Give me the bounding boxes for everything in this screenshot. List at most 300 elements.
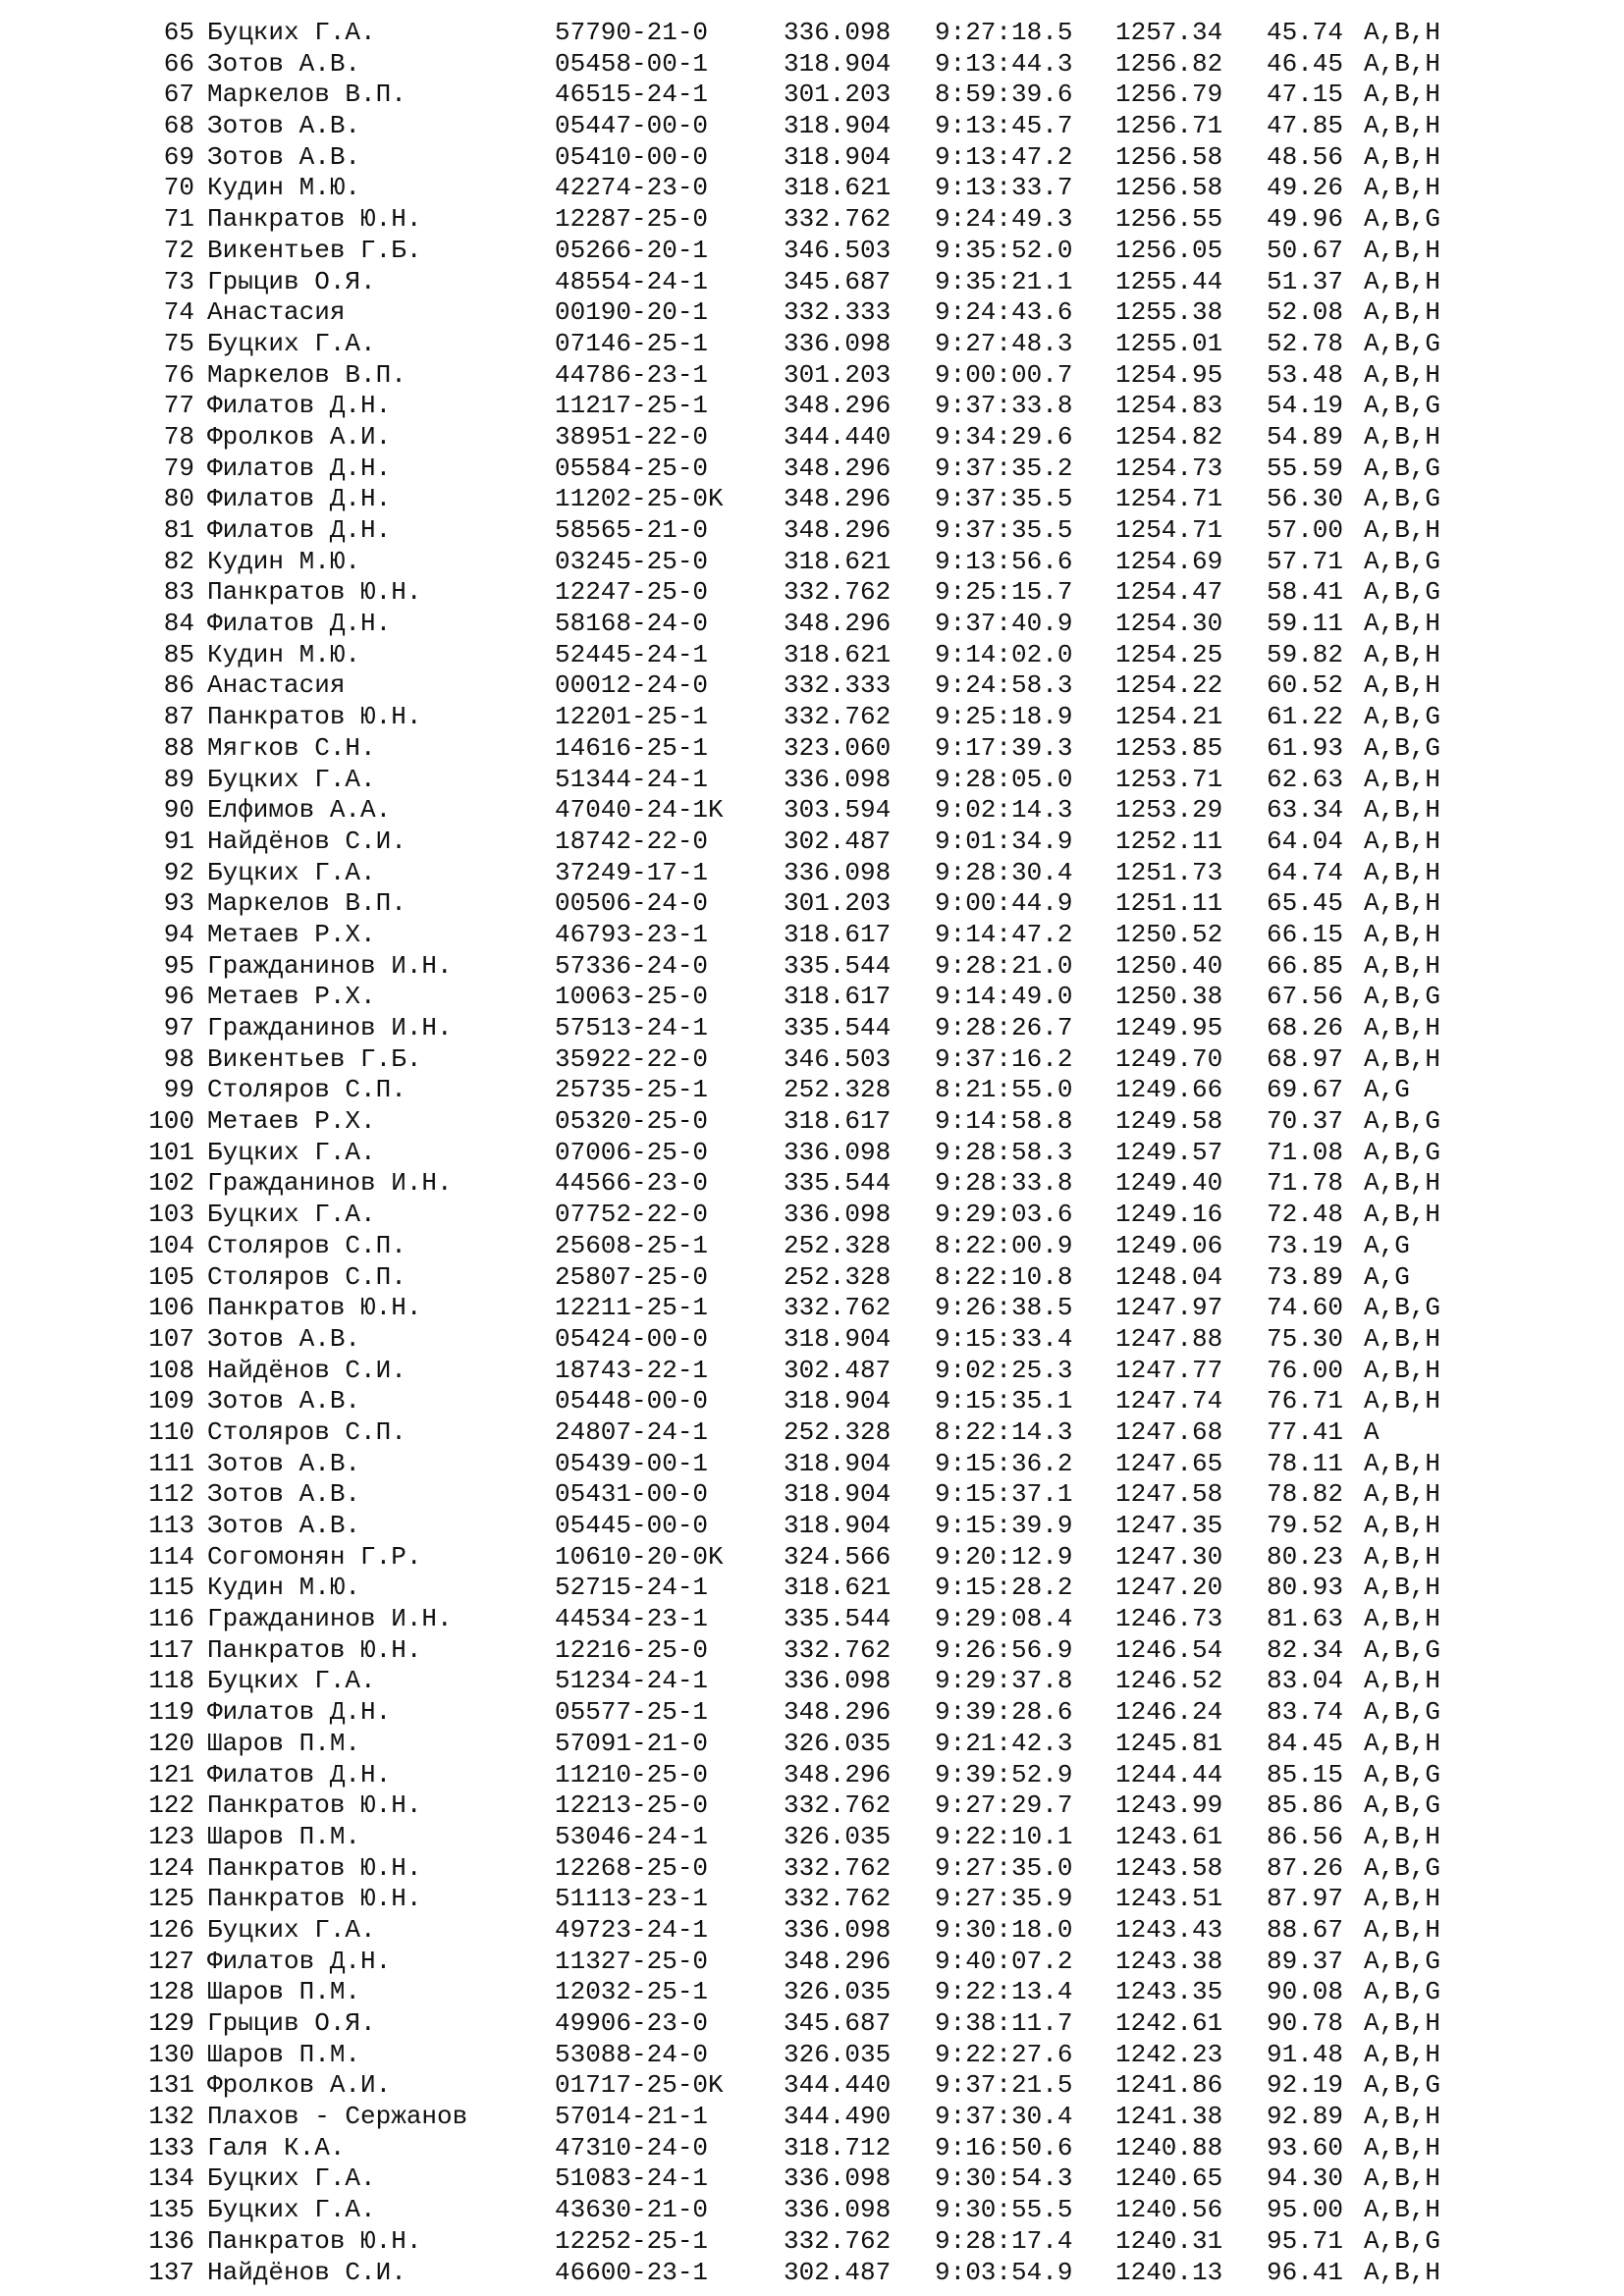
fancier-name: Метаев Р.Х. — [207, 919, 376, 949]
speed: 1247.88 — [1115, 1323, 1223, 1354]
place-number: 99 — [163, 1075, 194, 1105]
speed: 1254.73 — [1115, 453, 1223, 483]
result-row — [0, 1511, 1624, 1542]
ring-number: 05448-00-0 — [555, 1386, 709, 1416]
fancier-name: Найдёнов С.И. — [207, 826, 406, 856]
distance: 318.904 — [784, 141, 892, 172]
arrival-time: 9:26:38.5 — [935, 1293, 1073, 1323]
result-row — [0, 1666, 1624, 1697]
place-number: 68 — [163, 111, 194, 141]
result-row — [0, 1542, 1624, 1574]
result-row — [0, 515, 1624, 547]
ring-number: 51113-23-1 — [555, 1884, 709, 1914]
place-number: 100 — [148, 1106, 194, 1137]
categories: A,B,G — [1364, 546, 1441, 576]
place-number: 104 — [148, 1230, 194, 1260]
categories: A,B,H — [1364, 1200, 1441, 1230]
fancier-name: Панкратов Ю.Н. — [207, 2225, 422, 2256]
ring-number: 46600-23-1 — [555, 2257, 709, 2287]
fancier-name: Галя К.А. — [207, 2132, 346, 2163]
ring-number: 12032-25-1 — [555, 1977, 709, 2007]
coefficient: 88.67 — [1267, 1914, 1344, 1945]
result-row — [0, 329, 1624, 360]
speed: 1251.73 — [1115, 857, 1223, 887]
categories: A,B,H — [1364, 919, 1441, 949]
coefficient: 94.30 — [1267, 2163, 1344, 2194]
result-row — [0, 18, 1624, 49]
coefficient: 71.78 — [1267, 1168, 1344, 1199]
ring-number: 25608-25-1 — [555, 1230, 709, 1260]
categories: A,B,G — [1364, 1293, 1441, 1323]
result-row — [0, 173, 1624, 204]
place-number: 94 — [163, 919, 194, 949]
speed: 1245.81 — [1115, 1728, 1223, 1758]
arrival-time: 8:22:14.3 — [935, 1416, 1073, 1447]
speed: 1250.40 — [1115, 950, 1223, 981]
coefficient: 89.37 — [1267, 1946, 1344, 1976]
ring-number: 12287-25-0 — [555, 204, 709, 235]
arrival-time: 9:15:28.2 — [935, 1573, 1073, 1603]
result-row — [0, 1324, 1624, 1356]
place-number: 130 — [148, 2039, 194, 2069]
result-row — [0, 1013, 1624, 1044]
result-row — [0, 1884, 1624, 1915]
arrival-time: 9:27:29.7 — [935, 1790, 1073, 1821]
arrival-time: 9:20:12.9 — [935, 1541, 1073, 1572]
place-number: 77 — [163, 391, 194, 421]
speed: 1257.34 — [1115, 18, 1223, 47]
distance: 301.203 — [784, 80, 892, 110]
speed: 1254.30 — [1115, 609, 1223, 639]
coefficient: 75.30 — [1267, 1323, 1344, 1354]
speed: 1249.06 — [1115, 1230, 1223, 1260]
fancier-name: Панкратов Ю.Н. — [207, 1790, 422, 1821]
distance: 318.904 — [784, 1323, 892, 1354]
speed: 1247.68 — [1115, 1416, 1223, 1447]
speed: 1256.05 — [1115, 235, 1223, 265]
arrival-time: 9:29:37.8 — [935, 1666, 1073, 1696]
place-number: 81 — [163, 515, 194, 545]
categories: A,G — [1364, 1075, 1410, 1105]
categories: A,B,H — [1364, 111, 1441, 141]
coefficient: 83.04 — [1267, 1666, 1344, 1696]
arrival-time: 9:27:48.3 — [935, 328, 1073, 358]
categories: A,B,H — [1364, 639, 1441, 669]
arrival-time: 9:37:35.5 — [935, 515, 1073, 545]
ring-number: 18743-22-1 — [555, 1355, 709, 1385]
result-row — [0, 2070, 1624, 2102]
arrival-time: 9:28:30.4 — [935, 857, 1073, 887]
result-row — [0, 795, 1624, 827]
coefficient: 66.85 — [1267, 950, 1344, 981]
categories: A,B,H — [1364, 1386, 1441, 1416]
distance: 336.098 — [784, 857, 892, 887]
speed: 1254.21 — [1115, 702, 1223, 732]
categories: A,B,H — [1364, 2102, 1441, 2132]
result-row — [0, 1044, 1624, 1076]
fancier-name: Филатов Д.Н. — [207, 453, 392, 483]
fancier-name: Панкратов Ю.Н. — [207, 1293, 422, 1323]
place-number: 87 — [163, 702, 194, 732]
arrival-time: 9:13:56.6 — [935, 546, 1073, 576]
place-number: 91 — [163, 826, 194, 856]
result-row — [0, 577, 1624, 609]
coefficient: 90.08 — [1267, 1977, 1344, 2007]
arrival-time: 9:30:18.0 — [935, 1914, 1073, 1945]
result-row — [0, 2008, 1624, 2040]
place-number: 89 — [163, 764, 194, 794]
arrival-time: 9:27:18.5 — [935, 18, 1073, 47]
fancier-name: Фролков А.И. — [207, 2070, 392, 2101]
arrival-time: 9:38:11.7 — [935, 2008, 1073, 2038]
coefficient: 59.82 — [1267, 639, 1344, 669]
result-row — [0, 670, 1624, 702]
fancier-name: Зотов А.В. — [207, 48, 361, 79]
distance: 326.035 — [784, 1728, 892, 1758]
arrival-time: 9:30:55.5 — [935, 2195, 1073, 2225]
fancier-name: Викентьев Г.Б. — [207, 235, 422, 265]
distance: 336.098 — [784, 1137, 892, 1167]
coefficient: 48.56 — [1267, 141, 1344, 172]
fancier-name: Панкратов Ю.Н. — [207, 1634, 422, 1665]
arrival-time: 9:37:16.2 — [935, 1043, 1073, 1074]
results-table — [0, 18, 1624, 2288]
speed: 1254.71 — [1115, 484, 1223, 514]
categories: A,B,H — [1364, 2008, 1441, 2038]
speed: 1247.65 — [1115, 1448, 1223, 1478]
arrival-time: 9:37:40.9 — [935, 609, 1073, 639]
categories: A,B,G — [1364, 1634, 1441, 1665]
categories: A,B,H — [1364, 515, 1441, 545]
arrival-time: 9:14:02.0 — [935, 639, 1073, 669]
ring-number: 24807-24-1 — [555, 1416, 709, 1447]
arrival-time: 9:24:58.3 — [935, 670, 1073, 701]
ring-number: 11327-25-0 — [555, 1946, 709, 1976]
coefficient: 85.86 — [1267, 1790, 1344, 1821]
distance: 332.762 — [784, 577, 892, 608]
categories: A,B,H — [1364, 48, 1441, 79]
coefficient: 95.00 — [1267, 2195, 1344, 2225]
speed: 1256.79 — [1115, 80, 1223, 110]
place-number: 122 — [148, 1790, 194, 1821]
categories: A,B,H — [1364, 670, 1441, 701]
result-row — [0, 2102, 1624, 2133]
distance: 336.098 — [784, 1914, 892, 1945]
result-row — [0, 142, 1624, 174]
speed: 1246.73 — [1115, 1604, 1223, 1634]
place-number: 101 — [148, 1137, 194, 1167]
place-number: 116 — [148, 1604, 194, 1634]
distance: 332.762 — [784, 1293, 892, 1323]
place-number: 109 — [148, 1386, 194, 1416]
categories: A,B,G — [1364, 328, 1441, 358]
categories: A,B,H — [1364, 609, 1441, 639]
speed: 1247.20 — [1115, 1573, 1223, 1603]
categories: A,B,G — [1364, 1106, 1441, 1137]
fancier-name: Буцких Г.А. — [207, 2195, 376, 2225]
ring-number: 10610-20-0K — [555, 1541, 724, 1572]
place-number: 86 — [163, 670, 194, 701]
categories: A,B,G — [1364, 732, 1441, 763]
speed: 1242.61 — [1115, 2008, 1223, 2038]
coefficient: 95.71 — [1267, 2225, 1344, 2256]
result-row — [0, 702, 1624, 733]
coefficient: 68.26 — [1267, 1013, 1344, 1042]
categories: A,B,H — [1364, 266, 1441, 296]
place-number: 73 — [163, 266, 194, 296]
distance: 336.098 — [784, 1666, 892, 1696]
arrival-time: 9:15:35.1 — [935, 1386, 1073, 1416]
ring-number: 42274-23-0 — [555, 173, 709, 203]
ring-number: 53088-24-0 — [555, 2039, 709, 2069]
ring-number: 25807-25-0 — [555, 1261, 709, 1292]
speed: 1243.58 — [1115, 1852, 1223, 1883]
categories: A,B,H — [1364, 1884, 1441, 1914]
distance: 318.621 — [784, 639, 892, 669]
ring-number: 52445-24-1 — [555, 639, 709, 669]
ring-number: 05320-25-0 — [555, 1106, 709, 1137]
arrival-time: 9:01:34.9 — [935, 826, 1073, 856]
categories: A,B,H — [1364, 297, 1441, 328]
distance: 336.098 — [784, 2163, 892, 2194]
categories: A,B,H — [1364, 141, 1441, 172]
place-number: 136 — [148, 2225, 194, 2256]
coefficient: 55.59 — [1267, 453, 1344, 483]
distance: 332.762 — [784, 1884, 892, 1914]
place-number: 119 — [148, 1697, 194, 1728]
categories: A,B,G — [1364, 1852, 1441, 1883]
ring-number: 51344-24-1 — [555, 764, 709, 794]
arrival-time: 9:00:44.9 — [935, 888, 1073, 919]
ring-number: 12211-25-1 — [555, 1293, 709, 1323]
speed: 1254.82 — [1115, 421, 1223, 452]
distance: 346.503 — [784, 1043, 892, 1074]
place-number: 129 — [148, 2008, 194, 2038]
place-number: 126 — [148, 1914, 194, 1945]
ring-number: 00012-24-0 — [555, 670, 709, 701]
fancier-name: Панкратов Ю.Н. — [207, 1852, 422, 1883]
place-number: 120 — [148, 1728, 194, 1758]
fancier-name: Буцких Г.А. — [207, 1200, 376, 1230]
distance: 318.904 — [784, 1479, 892, 1510]
arrival-time: 9:15:33.4 — [935, 1323, 1073, 1354]
categories: A,B,H — [1364, 2039, 1441, 2069]
fancier-name: Панкратов Ю.Н. — [207, 1884, 422, 1914]
coefficient: 78.82 — [1267, 1479, 1344, 1510]
categories: A,B,H — [1364, 2257, 1441, 2287]
ring-number: 05577-25-1 — [555, 1697, 709, 1728]
coefficient: 57.71 — [1267, 546, 1344, 576]
categories: A,B,H — [1364, 173, 1441, 203]
result-row — [0, 1853, 1624, 1885]
speed: 1240.13 — [1115, 2257, 1223, 2287]
result-row — [0, 2040, 1624, 2071]
speed: 1240.88 — [1115, 2132, 1223, 2163]
ring-number: 44566-23-0 — [555, 1168, 709, 1199]
categories: A,G — [1364, 1261, 1410, 1292]
result-row — [0, 1697, 1624, 1729]
fancier-name: Зотов А.В. — [207, 141, 361, 172]
fancier-name: Анастасия — [207, 670, 346, 701]
coefficient: 76.71 — [1267, 1386, 1344, 1416]
fancier-name: Зотов А.В. — [207, 1386, 361, 1416]
result-row — [0, 1822, 1624, 1853]
fancier-name: Филатов Д.Н. — [207, 391, 392, 421]
distance: 302.487 — [784, 1355, 892, 1385]
coefficient: 83.74 — [1267, 1697, 1344, 1728]
place-number: 123 — [148, 1821, 194, 1851]
speed: 1252.11 — [1115, 826, 1223, 856]
speed: 1249.57 — [1115, 1137, 1223, 1167]
arrival-time: 9:39:28.6 — [935, 1697, 1073, 1728]
speed: 1243.61 — [1115, 1821, 1223, 1851]
distance: 332.762 — [784, 702, 892, 732]
coefficient: 85.15 — [1267, 1759, 1344, 1789]
coefficient: 70.37 — [1267, 1106, 1344, 1137]
arrival-time: 9:35:52.0 — [935, 235, 1073, 265]
place-number: 69 — [163, 141, 194, 172]
coefficient: 57.00 — [1267, 515, 1344, 545]
distance: 335.544 — [784, 1013, 892, 1042]
distance: 348.296 — [784, 515, 892, 545]
categories: A,B,H — [1364, 1821, 1441, 1851]
fancier-name: Анастасия — [207, 297, 346, 328]
categories: A,B,H — [1364, 1666, 1441, 1696]
arrival-time: 9:28:58.3 — [935, 1137, 1073, 1167]
result-row — [0, 640, 1624, 671]
arrival-time: 9:13:33.7 — [935, 173, 1073, 203]
place-number: 70 — [163, 173, 194, 203]
fancier-name: Кудин М.Ю. — [207, 1573, 361, 1603]
arrival-time: 9:28:26.7 — [935, 1013, 1073, 1042]
arrival-time: 9:37:30.4 — [935, 2102, 1073, 2132]
coefficient: 73.89 — [1267, 1261, 1344, 1292]
place-number: 134 — [148, 2163, 194, 2194]
arrival-time: 9:22:10.1 — [935, 1821, 1073, 1851]
distance: 345.687 — [784, 266, 892, 296]
coefficient: 66.15 — [1267, 919, 1344, 949]
place-number: 98 — [163, 1043, 194, 1074]
result-row — [0, 1200, 1624, 1231]
fancier-name: Шаров П.М. — [207, 1821, 361, 1851]
coefficient: 58.41 — [1267, 577, 1344, 608]
place-number: 66 — [163, 48, 194, 79]
arrival-time: 9:28:21.0 — [935, 950, 1073, 981]
speed: 1247.77 — [1115, 1355, 1223, 1385]
categories: A,B,G — [1364, 982, 1441, 1012]
fancier-name: Елфимов А.А. — [207, 795, 392, 826]
ring-number: 47040-24-1K — [555, 795, 724, 826]
ring-number: 51083-24-1 — [555, 2163, 709, 2194]
categories: A,B,H — [1364, 2163, 1441, 2194]
arrival-time: 9:37:35.5 — [935, 484, 1073, 514]
categories: A,B,H — [1364, 950, 1441, 981]
result-row — [0, 1604, 1624, 1635]
place-number: 111 — [148, 1448, 194, 1478]
arrival-time: 9:25:18.9 — [935, 702, 1073, 732]
arrival-time: 9:37:21.5 — [935, 2070, 1073, 2101]
ring-number: 52715-24-1 — [555, 1573, 709, 1603]
speed: 1253.29 — [1115, 795, 1223, 826]
arrival-time: 9:24:43.6 — [935, 297, 1073, 328]
coefficient: 45.74 — [1267, 18, 1344, 47]
result-row — [0, 1790, 1624, 1822]
place-number: 132 — [148, 2102, 194, 2132]
speed: 1248.04 — [1115, 1261, 1223, 1292]
coefficient: 61.93 — [1267, 732, 1344, 763]
categories: A,B,H — [1364, 1511, 1441, 1540]
distance: 348.296 — [784, 1759, 892, 1789]
speed: 1249.16 — [1115, 1200, 1223, 1230]
speed: 1253.71 — [1115, 764, 1223, 794]
distance: 336.098 — [784, 18, 892, 47]
arrival-time: 9:25:15.7 — [935, 577, 1073, 608]
fancier-name: Грыцив О.Я. — [207, 266, 376, 296]
fancier-name: Буцких Г.А. — [207, 857, 376, 887]
result-row — [0, 920, 1624, 951]
distance: 336.098 — [784, 2195, 892, 2225]
fancier-name: Буцких Г.А. — [207, 328, 376, 358]
speed: 1249.95 — [1115, 1013, 1223, 1042]
arrival-time: 9:16:50.6 — [935, 2132, 1073, 2163]
result-row — [0, 360, 1624, 392]
ring-number: 58565-21-0 — [555, 515, 709, 545]
fancier-name: Буцких Г.А. — [207, 1137, 376, 1167]
arrival-time: 9:28:17.4 — [935, 2225, 1073, 2256]
speed: 1254.25 — [1115, 639, 1223, 669]
categories: A,B,H — [1364, 2132, 1441, 2163]
distance: 348.296 — [784, 391, 892, 421]
categories: A,B,G — [1364, 1790, 1441, 1821]
categories: A,B,H — [1364, 80, 1441, 110]
arrival-time: 9:14:49.0 — [935, 982, 1073, 1012]
arrival-time: 9:15:36.2 — [935, 1448, 1073, 1478]
categories: A,B,G — [1364, 1946, 1441, 1976]
distance: 318.617 — [784, 1106, 892, 1137]
distance: 318.904 — [784, 111, 892, 141]
result-row — [0, 297, 1624, 329]
arrival-time: 9:30:54.3 — [935, 2163, 1073, 2194]
fancier-name: Гражданинов И.Н. — [207, 950, 453, 981]
ring-number: 14616-25-1 — [555, 732, 709, 763]
distance: 324.566 — [784, 1541, 892, 1572]
result-row — [0, 484, 1624, 515]
fancier-name: Найдёнов С.И. — [207, 1355, 406, 1385]
result-row — [0, 1231, 1624, 1262]
speed: 1247.30 — [1115, 1541, 1223, 1572]
arrival-time: 9:40:07.2 — [935, 1946, 1073, 1976]
fancier-name: Гражданинов И.Н. — [207, 1168, 453, 1199]
distance: 302.487 — [784, 826, 892, 856]
place-number: 93 — [163, 888, 194, 919]
arrival-time: 9:15:39.9 — [935, 1511, 1073, 1540]
coefficient: 67.56 — [1267, 982, 1344, 1012]
arrival-time: 9:35:21.1 — [935, 266, 1073, 296]
result-row — [0, 80, 1624, 111]
arrival-time: 9:22:27.6 — [935, 2039, 1073, 2069]
fancier-name: Викентьев Г.Б. — [207, 1043, 422, 1074]
coefficient: 76.00 — [1267, 1355, 1344, 1385]
result-row — [0, 2195, 1624, 2226]
speed: 1243.43 — [1115, 1914, 1223, 1945]
fancier-name: Панкратов Ю.Н. — [207, 204, 422, 235]
fancier-name: Буцких Г.А. — [207, 1666, 376, 1696]
fancier-name: Шаров П.М. — [207, 1977, 361, 2007]
fancier-name: Буцких Г.А. — [207, 2163, 376, 2194]
coefficient: 86.56 — [1267, 1821, 1344, 1851]
coefficient: 77.41 — [1267, 1416, 1344, 1447]
result-row — [0, 1449, 1624, 1480]
